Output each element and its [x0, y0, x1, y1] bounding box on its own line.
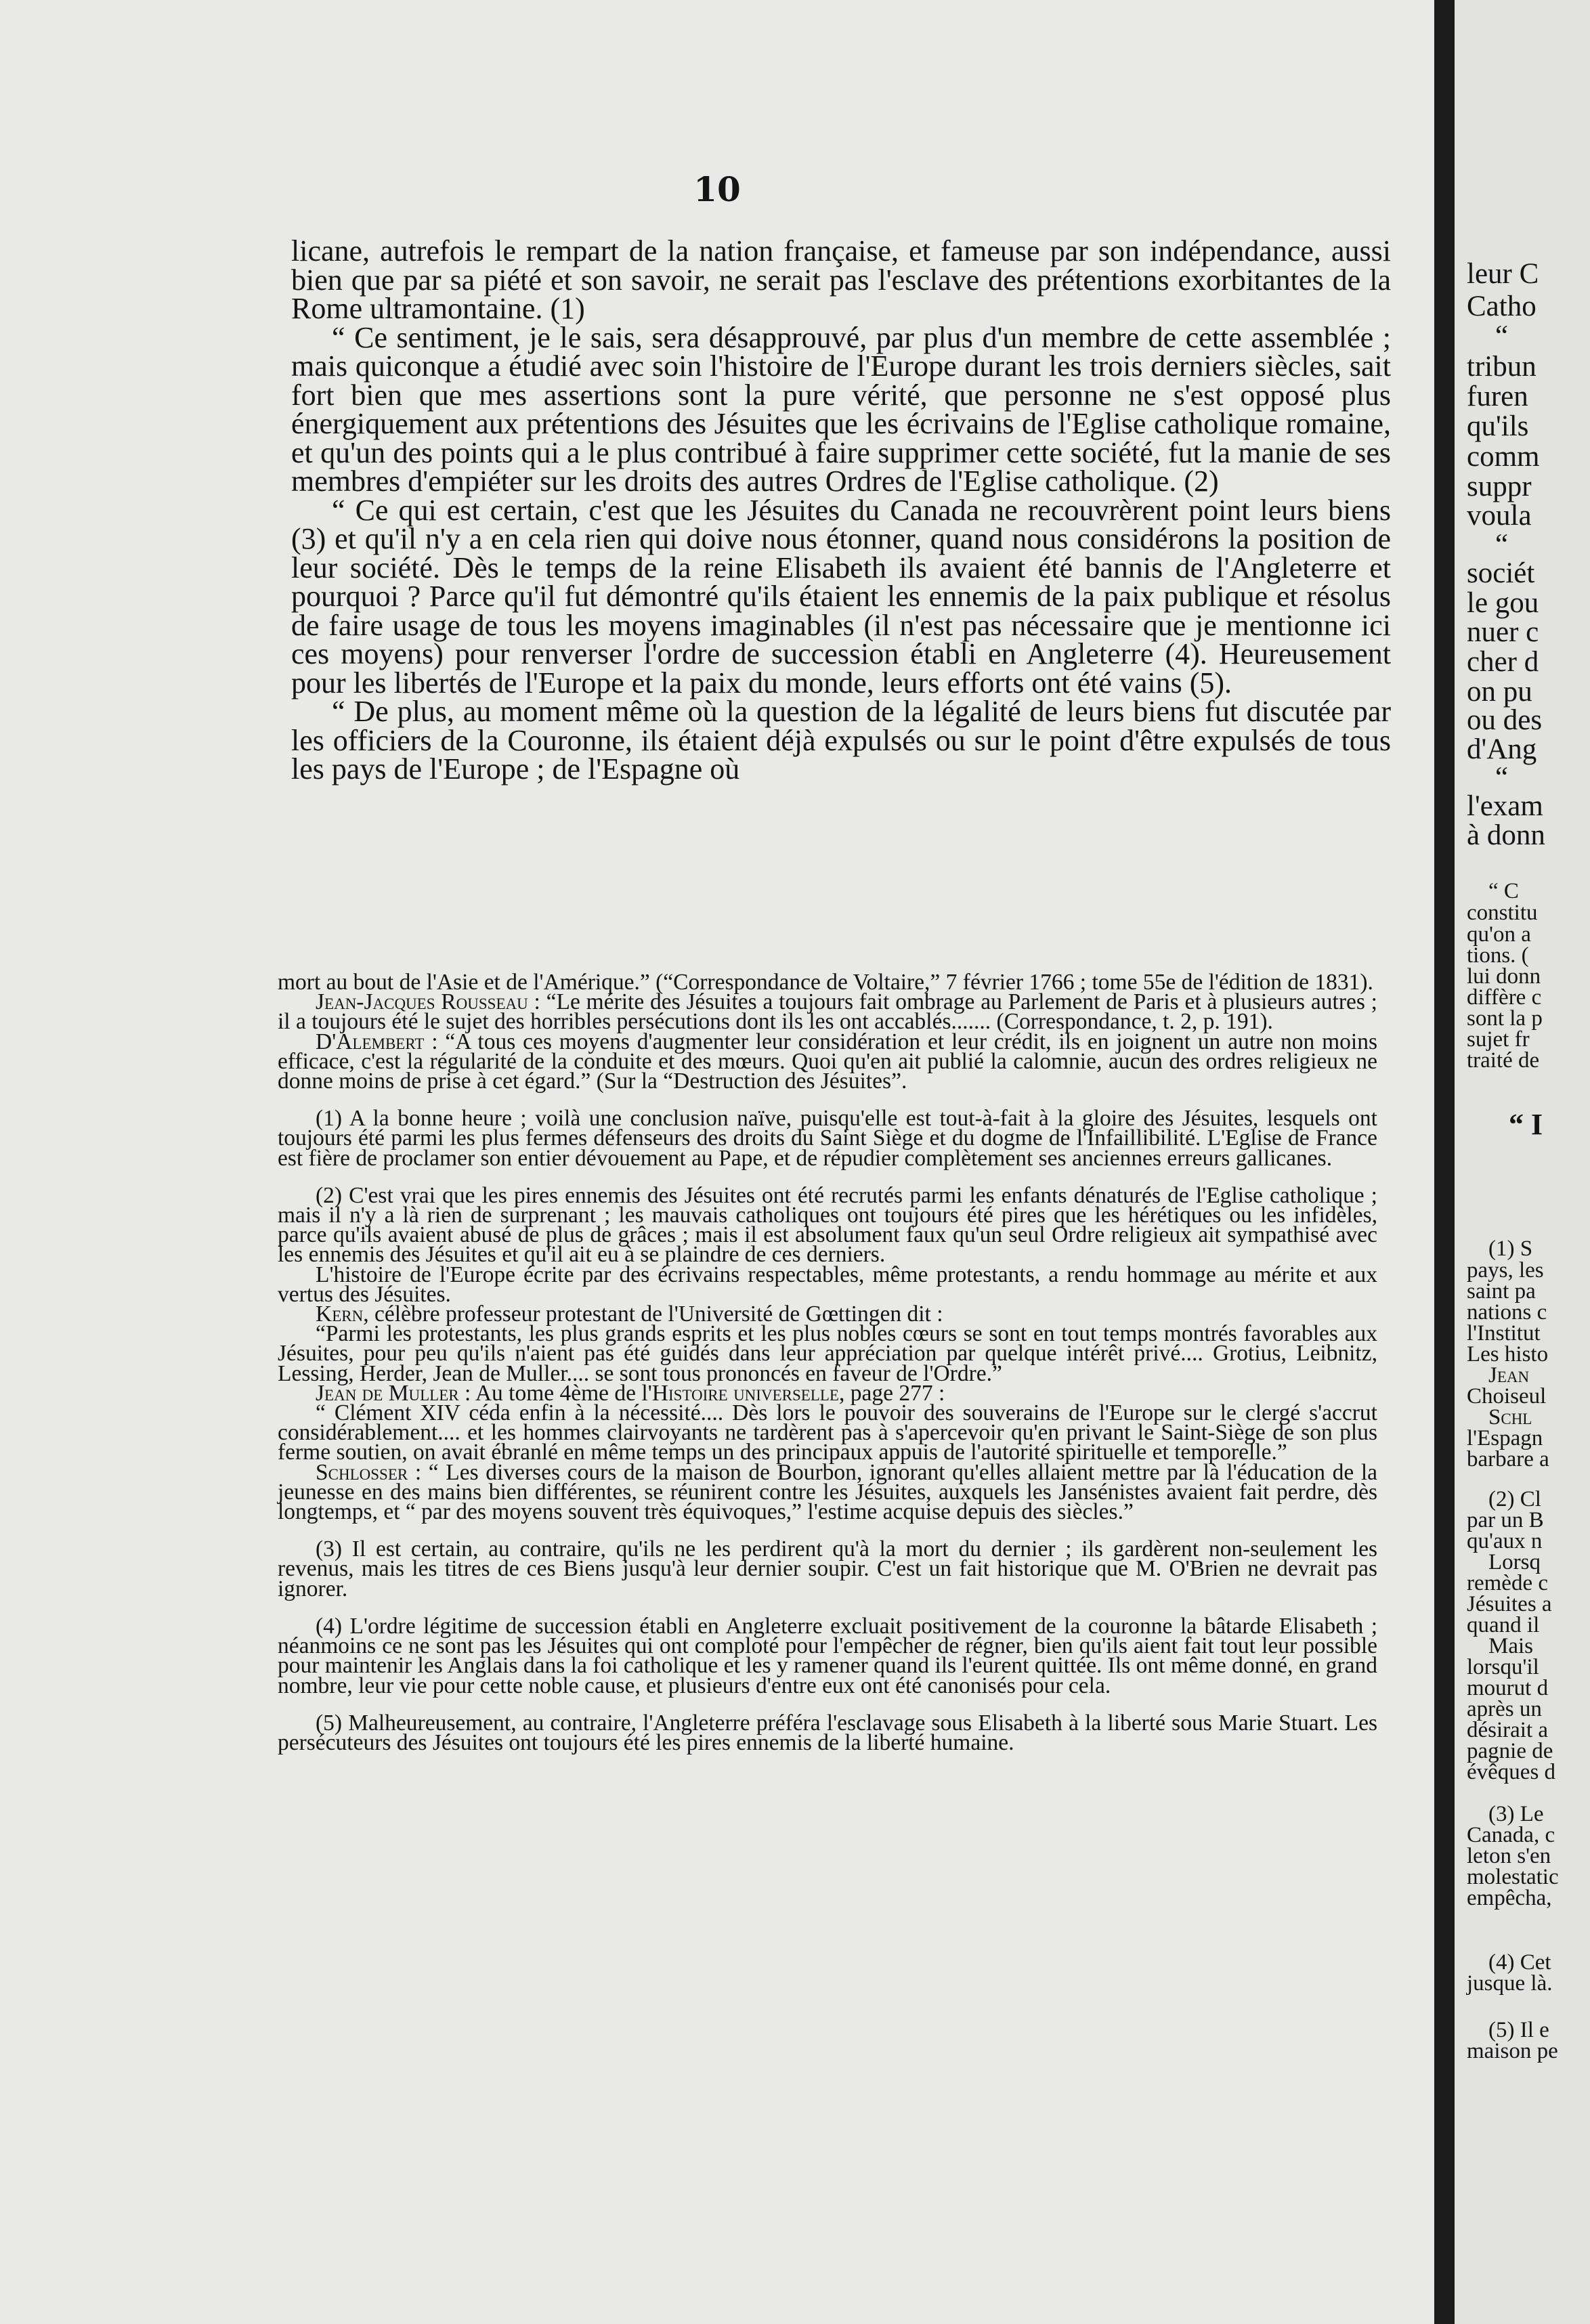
- footnotes: [278, 970, 1378, 1755]
- facing-note-line: Les histo: [1467, 1342, 1549, 1367]
- facing-body-line: l'exam: [1467, 790, 1543, 822]
- facing-note-line: (5) Il e: [1488, 2018, 1549, 2042]
- footnote-text: : “A tous ces moyens d'augmenter leur considération et leur crédit, ils en joignent un autre non moins efficace, c'est la régularité de la conduite et des mœurs. Quoi qu'en ait publié la calomnie, aucun des ordres religieux ne donne moins de prise à cet égard.” (Sur la “Destruction des Jésuites”.: [278, 1029, 1378, 1094]
- footnote-rousseau: [278, 989, 1377, 1035]
- facing-body-line: “: [1495, 529, 1509, 561]
- facing-note-line: “ C: [1488, 879, 1519, 903]
- footnote-kern-quote: “Parmi les protestants, les plus grands esprits et les plus nobles cœurs se sont en tout temps montrés favorables aux Jésuites, pour peu qu'ils n'aient pas été guidés dans leur appréciation par quelque intérêt privé.... Grotius, Leibnitz, Lessing, Herder, Jean de Muller.... se sont tous prononcés en faveur de l'Ordre.”: [278, 1321, 1377, 1386]
- facing-page: [1455, 0, 1590, 2324]
- facing-note-line: Jean: [1488, 1363, 1530, 1387]
- facing-note-line: l'Institut: [1467, 1321, 1541, 1346]
- facing-note-line: lui donn: [1467, 964, 1541, 989]
- author-name: Jean de Muller: [316, 1380, 459, 1406]
- facing-body-line: Catho: [1467, 290, 1537, 322]
- facing-note-line: diffère c: [1467, 985, 1542, 1010]
- facing-note-line: sont la p: [1467, 1006, 1543, 1031]
- facing-note-line: qu'aux n: [1467, 1529, 1543, 1553]
- facing-body-line: le gou: [1467, 587, 1539, 619]
- facing-body-line: leur C: [1467, 258, 1539, 290]
- facing-note-line: lorsqu'il: [1467, 1655, 1539, 1679]
- facing-body-line: voula: [1467, 500, 1532, 532]
- facing-body-line: sociét: [1467, 557, 1535, 589]
- footnote-text: , célèbre professeur protestant de l'Université de Gœttingen dit :: [363, 1301, 943, 1327]
- body-paragraph: “ Ce sentiment, je le sais, sera désapprouvé, par plus d'un membre de cette assemblée ; mais quiconque a étudié avec soin l'histoire de l'Europe durant les trois derniers siècles, sait fort bien que mes assertions sont la pure vérité, que personne ne s'est opposé plus énergiquement aux prétentions des Jésuites que les écrivains de l'Eglise catholique romaine, et qu'un des points qui a le plus contribué à faire supprimer cette société, fut la manie de ses membres d'empiéter sur les droits des autres Ordres de l'Eglise catholique. (2): [291, 320, 1391, 498]
- footnote-text: , page 277 :: [838, 1380, 945, 1406]
- facing-note-line: sujet fr: [1467, 1027, 1530, 1052]
- facing-note-line: leton s'en: [1467, 1844, 1551, 1868]
- footnote-schlosser: [278, 1459, 1378, 1525]
- facing-body-line: “: [1495, 762, 1509, 794]
- facing-note-line: barbare a: [1467, 1447, 1549, 1471]
- facing-note-line: nations c: [1467, 1300, 1547, 1325]
- footnote-text: : “ Les diverses cours de la maison de Bourbon, ignorant qu'elles allaient mettre par là l'éducation de la jeunesse en des mains bien différentes, se réunirent contre les Jésuites, auxquels les Jansénistes avaient fait perdre, dès longtemps, et “ par des moyens souvent très équivoques,” l'estime acquise depuis des siècles.”: [278, 1459, 1378, 1525]
- facing-note-line: remède c: [1467, 1571, 1548, 1595]
- facing-note-line: quand il: [1467, 1613, 1540, 1637]
- footnote-2: (2) C'est vrai que les pires ennemis des Jésuites ont été recrutés parmi les enfants dénaturés de l'Eglise catholique ; mais il n'y a là rien de surprenant ; les mauvais catholiques ont toujours été pires que les hérétiques ou les infidèles, parce qu'ils avaient abusé de plus de grâces ; mais il est absolument faux qu'un seul Ordre religieux ait sympathisé avec les ennemis des Jésuites et qu'il ait eu à se plaindre de ces derniers.: [278, 1182, 1377, 1268]
- facing-note-line: jusque là.: [1467, 1971, 1553, 1996]
- facing-note-line: molestatic: [1467, 1865, 1559, 1889]
- facing-note-line: traité de: [1467, 1048, 1540, 1073]
- author-name: D'Alembert: [316, 1029, 425, 1054]
- footnote-5: (5) Malheureusement, au contraire, l'Angleterre préféra l'esclavage sous Elisabeth à la liberté sous Marie Stuart. Les persécuteurs des Jésuites ont toujours été les pires ennemis de la liberté humaine.: [278, 1710, 1377, 1755]
- facing-note-line: constitu: [1467, 901, 1538, 925]
- author-name: Schlosser: [316, 1459, 408, 1485]
- facing-note-line: après un: [1467, 1697, 1542, 1721]
- facing-note-line: l'Espagn: [1467, 1426, 1543, 1450]
- facing-note-line: Canada, c: [1467, 1823, 1555, 1847]
- main-text: [291, 234, 1391, 786]
- footnote-text: : Au tome 4ème de l': [464, 1380, 652, 1406]
- author-name: Jean-Jacques Rousseau: [316, 989, 528, 1015]
- footnote-voltaire-end: mort au bout de l'Asie et de l'Amérique.” (“Correspondance de Voltaire,” 7 février 1766 ; tome 55e de l'édition de 1831).: [278, 970, 1373, 995]
- facing-note-line: qu'on a: [1467, 922, 1531, 947]
- facing-body-line: “: [1495, 320, 1509, 352]
- facing-note-line: (4) Cet: [1488, 1950, 1551, 1975]
- facing-note-line: pays, les: [1467, 1258, 1544, 1283]
- facing-note-line: Schl: [1488, 1405, 1532, 1429]
- facing-body-line: on pu: [1467, 676, 1532, 708]
- facing-body-line: d'Ang: [1467, 733, 1537, 765]
- facing-note-line: tions. (: [1467, 943, 1529, 968]
- facing-note-line: pagnie de: [1467, 1739, 1553, 1763]
- work-title: Histoire universelle: [651, 1380, 839, 1406]
- facing-body-line: tribun: [1467, 351, 1537, 383]
- facing-body-line: suppr: [1467, 471, 1532, 502]
- body-paragraph: licane, autrefois le rempart de la nation française, et fameuse par son indépendance, aussi bien que par sa piété et son savoir, ne serait pas l'esclave des prétentions exorbitantes de la Rome ultramontaine. (1): [291, 234, 1391, 325]
- facing-note-line: Mais: [1488, 1634, 1533, 1658]
- facing-note-line: Jésuites a: [1467, 1592, 1552, 1616]
- footnote-1: (1) A la bonne heure ; voilà une conclusion naïve, puisqu'elle est tout-à-fait à la gloire des Jésuites, lesquels ont toujours été parmi les plus fermes défenseurs des droits du Saint Siège et du dogme de l'Infaillibilité. L'Eglise de France est fière de proclamer son entier dévouement au Pape, et de répudier complètement ses anciennes erreurs gallicanes.: [278, 1106, 1377, 1171]
- facing-note-line: par un B: [1467, 1508, 1544, 1532]
- author-name: Kern: [316, 1301, 364, 1327]
- facing-note-line: (3) Le: [1488, 1802, 1544, 1826]
- facing-note-line: désirait a: [1467, 1718, 1549, 1742]
- facing-note-line: mourut d: [1467, 1676, 1549, 1700]
- footnote-2-history: L'histoire de l'Europe écrite par des écrivains respectables, même protestants, a rendu hommage au mérite et aux vertus des Jésuites.: [278, 1262, 1377, 1307]
- facing-body-line: furen: [1467, 381, 1528, 412]
- body-paragraph: “ Ce qui est certain, c'est que les Jésuites du Canada ne recouvrèrent point leurs biens (3) et qu'il n'y a en cela rien qui doive nous étonner, quand nous considérons la position de leur société. Dès le temps de la reine Elisabeth ils avaient été bannis de l'Angleterre et pourquoi ? Parce qu'il fut démontré qu'ils étaient les ennemis de la paix publique et résolus de faire usage de tous les moyens imaginables (il n'est pas nécessaire que je mentionne ici ces moyens) pour renverser l'ordre de succession établi en Angleterre (4). Heureusement pour les libertés de l'Europe et la paix du monde, leurs efforts ont été vains (5).: [291, 493, 1391, 700]
- facing-body-line: nuer c: [1467, 616, 1539, 648]
- facing-note-line: Lorsq: [1488, 1550, 1541, 1574]
- page-number: 10: [693, 169, 741, 209]
- footnote-3: (3) Il est certain, au contraire, qu'ils ne les perdirent qu'à la mort du dernier ; ils gardèrent non-seulement les revenus, mais les titres de ces Biens jusqu'à leur dernier soupir. C'est un fait historique que M. O'Brien ne devrait pas ignorer.: [278, 1536, 1377, 1601]
- facing-note-line: évêques d: [1467, 1760, 1556, 1784]
- footnote-text: : “Le mérite des Jésuites a toujours fait ombrage au Parlement de Paris et à plusieurs autres ; il a toujours été le sujet des horribles persécutions dont ils les ont accablés....... (Correspondance, t. 2, p. 191).: [278, 989, 1377, 1035]
- footnote-4: (4) L'ordre légitime de succession établi en Angleterre excluait positivement de la couronne la bâtarde Elisabeth ; néanmoins ce ne sont pas les Jésuites qui ont comploté pour l'empêcher de régner, bien qu'ils aient fait tout leur possible pour maintenir les Anglais dans la foi catholique et les y ramener quand ils l'eurent quittée. Ils ont même donné, en grand nombre, leur vie pour cette noble cause, et plusieurs d'entre eux ont été canonisés pour cela.: [278, 1613, 1377, 1698]
- facing-note-line: maison pe: [1467, 2039, 1558, 2063]
- facing-body-line: ou des: [1467, 704, 1543, 736]
- footnote-muller-quote: “ Clément XIV céda enfin à la nécessité.... Dès lors le pouvoir des souverains de l'Europe sur le clergé s'accrut considérablement.... et les hommes clairvoyants ne tardèrent pas à s'apercevoir qu'en privant le Saint-Siège de son plus ferme soutien, on avait ébranlé en même temps un des principaux appuis de l'autorité spirituelle et temporelle.”: [278, 1400, 1377, 1465]
- facing-note-line: (1) S: [1488, 1236, 1533, 1261]
- footnote-dalembert: [278, 1029, 1378, 1094]
- facing-note-line: saint pa: [1467, 1279, 1536, 1304]
- facing-body-line: à donn: [1467, 819, 1545, 851]
- facing-note-line: (2) Cl: [1488, 1487, 1541, 1511]
- facing-note-line: empêcha,: [1467, 1886, 1552, 1910]
- facing-body-line: qu'ils: [1467, 410, 1529, 442]
- facing-note-line: Choiseul: [1467, 1384, 1547, 1408]
- facing-body-line: cher d: [1467, 646, 1539, 678]
- body-paragraph: “ De plus, au moment même où la question de la légalité de leurs biens fut discutée par les officiers de la Couronne, ils étaient déjà expulsés ou sur le point d'être expulsés de tous les pays de l'Europe ; de l'Espagne où: [291, 695, 1391, 786]
- facing-heading: “ I: [1509, 1108, 1543, 1141]
- facing-body-line: comm: [1467, 441, 1540, 473]
- book-gutter: [1434, 0, 1455, 2324]
